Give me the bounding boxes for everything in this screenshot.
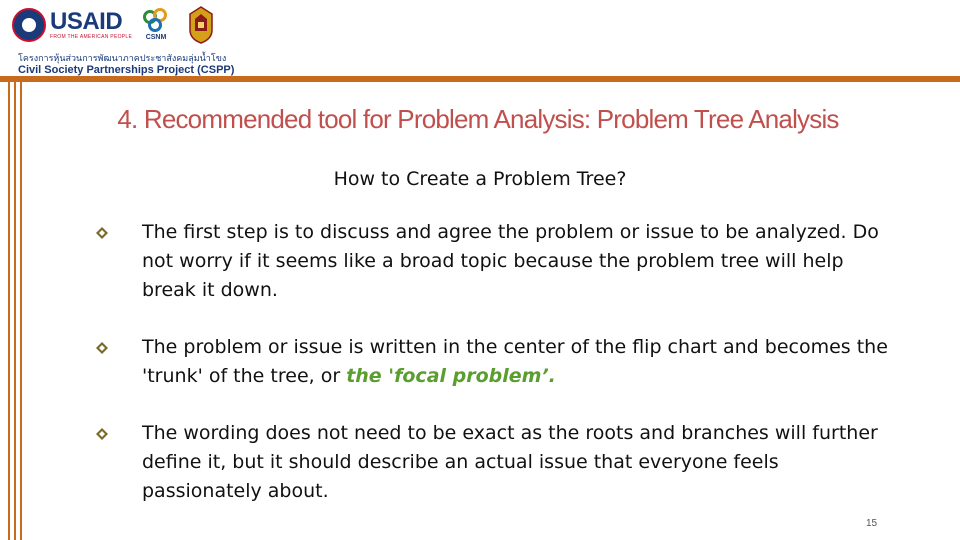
header-accent-bar [0,76,960,82]
focal-problem-emphasis: the 'focal problem’. [346,365,556,387]
left-accent-line [20,82,22,540]
usaid-logo [12,8,132,42]
csnm-wordmark: CSNM [145,34,167,41]
slide-subtitle: How to Create a Problem Tree? [333,168,627,190]
diamond-bullet-icon [96,227,108,239]
slide-title: 4. Recommended tool for Problem Analysis: Problem Tree Analysis [117,104,839,134]
header-logos [8,6,308,76]
bullet-text: The first step is to discuss and agree the problem or issue to be analyzed. Do not worry if it seems like a broad topic because the problem tree will help break it down. [142,221,879,301]
diamond-bullet-icon [96,342,108,354]
bullet-list [96,218,896,534]
project-name: Civil Society Partnerships Project (CSPP) [18,64,235,76]
usaid-seal-icon [12,8,46,42]
diamond-bullet-icon [96,428,108,440]
left-accent-line [14,82,16,540]
csnm-logo-icon [143,8,169,34]
page-number: 15 [866,518,878,529]
bullet-text: The wording does not need to be exact as the roots and branches will further define it, but it should describe an actual issue that everyone feels passionately about. [142,422,878,502]
list-item [96,333,896,391]
usaid-wordmark: USAID [50,7,123,35]
shield-emblem-icon [188,6,214,44]
left-accent-line [8,82,10,540]
thai-project-name: โครงการหุ้นส่วนการพัฒนาภาคประชาสังคมลุ่มน้ำโขง [18,54,227,64]
bullet-text: The problem or issue is written in the center of the flip chart and becomes the 'trunk' of the tree, or [142,336,888,387]
list-item [96,218,896,305]
csnm-logo [138,8,174,41]
usaid-tagline: FROM THE AMERICAN PEOPLE [50,33,133,40]
list-item [96,419,896,506]
